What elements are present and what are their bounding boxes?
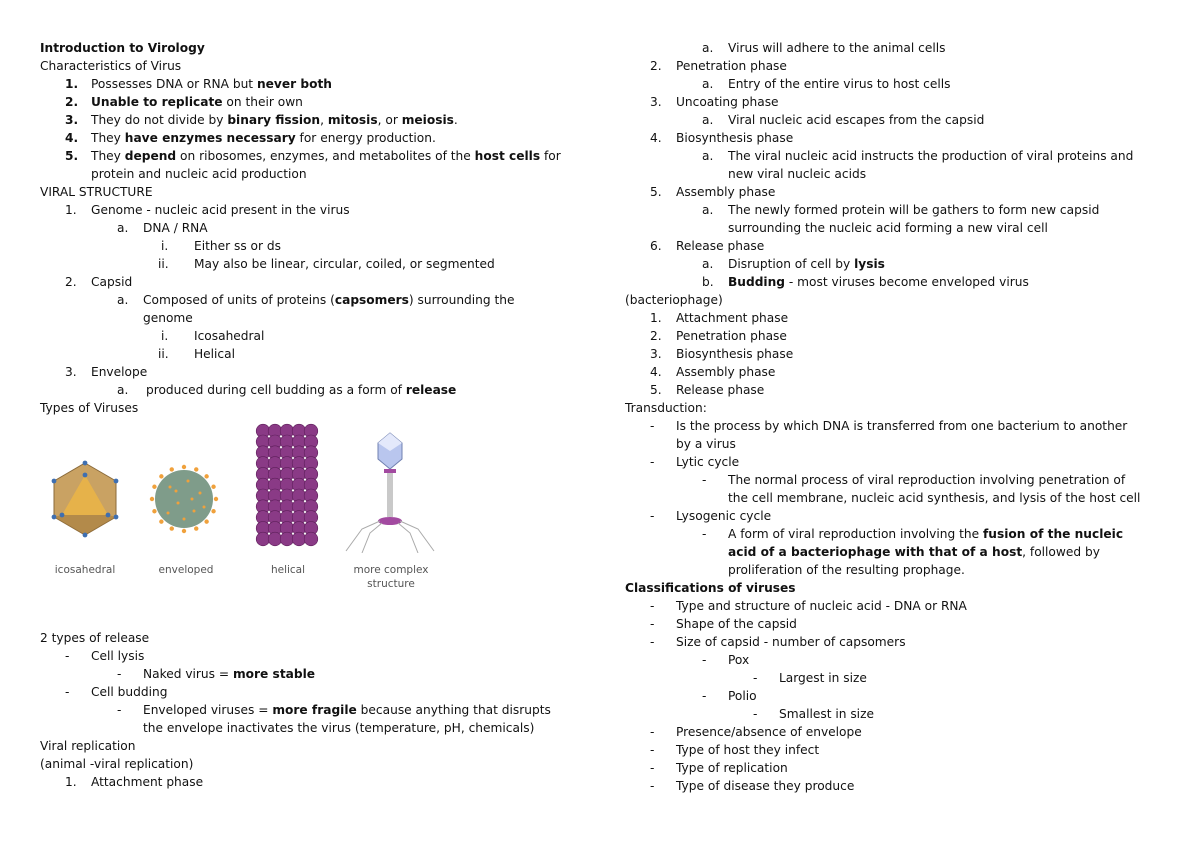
capsomer-sphere	[304, 532, 318, 546]
spike-dot	[194, 467, 198, 471]
spike-dot	[182, 529, 186, 533]
spike-dot	[211, 485, 215, 489]
list-item-cont: by a virus	[676, 437, 736, 451]
right-column	[625, 39, 1170, 795]
list-item: ii. May also be linear, circular, coiled, or segmented	[158, 257, 495, 271]
characteristic-item: 2. Unable to replicate on their own	[65, 95, 303, 109]
spike-dot	[159, 474, 163, 478]
caption-icosahedral: icosahedral	[54, 564, 116, 576]
vertex-dot	[83, 533, 88, 538]
caption-complex-line1: more complex	[353, 564, 429, 576]
vertex-dot	[106, 513, 111, 518]
spike-dot	[159, 519, 163, 523]
list-item: - Type of host they infect	[650, 743, 820, 757]
spike-dot	[204, 474, 208, 478]
vertex-dot	[83, 461, 88, 466]
list-item: i. Icosahedral	[161, 329, 265, 343]
list-item: 4. Biosynthesis phase	[650, 131, 794, 145]
vertex-dot	[114, 515, 119, 520]
list-item-cont: surrounding the nucleic acid forming a new viral cell	[728, 221, 1048, 235]
spike-dot	[152, 485, 156, 489]
virus-types-figure	[40, 423, 440, 619]
spike-dot	[214, 497, 218, 501]
capsomer-sphere	[280, 532, 294, 546]
vertex-dot	[83, 473, 88, 478]
list-item: i. Either ss or ds	[161, 239, 281, 253]
vertex-dot	[114, 479, 119, 484]
list-item: - Lysogenic cycle	[650, 509, 772, 523]
phage-phase-item: 1. Attachment phase	[650, 311, 789, 325]
helical-virus-image	[254, 423, 320, 547]
list-item: - Size of capsid - number of capsomers	[650, 635, 906, 649]
list-item-cont: proliferation of the resulting prophage.	[728, 563, 965, 577]
list-item: - Presence/absence of envelope	[650, 725, 862, 739]
surface-dot	[167, 512, 170, 515]
list-item: 1. Attachment phase	[65, 775, 204, 789]
classification-rest-list	[625, 723, 1170, 795]
spike-dot	[182, 465, 186, 469]
list-item: - Enveloped viruses = more fragile because anything that disrupts	[117, 703, 551, 717]
caption-helical: helical	[270, 564, 306, 576]
list-item: 5. Assembly phase	[650, 185, 776, 199]
spike-dot	[211, 509, 215, 513]
list-item-cont: genome	[143, 311, 193, 325]
vertex-dot	[52, 479, 57, 484]
release-heading: 2 types of release	[40, 631, 150, 645]
characteristic-item: 1. Possesses DNA or RNA but never both	[65, 77, 332, 91]
characteristics-heading: Characteristics of Virus	[40, 59, 182, 73]
characteristic-item-cont: protein and nucleic acid production	[91, 167, 307, 181]
list-item: - Is the process by which DNA is transferred from one bacterium to another	[650, 419, 1128, 433]
surface-dot	[187, 480, 190, 483]
list-item: 6. Release phase	[650, 239, 765, 253]
list-item: b. Budding - most viruses become enveloped virus	[702, 275, 1029, 289]
spike-dot	[150, 497, 154, 501]
surface-dot	[177, 502, 180, 505]
capsomer-sphere	[256, 532, 270, 546]
phage-phase-item: 4. Assembly phase	[650, 365, 776, 379]
phage-phase-item: 5. Release phase	[650, 383, 765, 397]
list-item: - Type of replication	[650, 761, 788, 775]
list-item-cont: the cell membrane, nucleic acid synthesis, and lysis of the host cell	[728, 491, 1141, 505]
list-item: a. produced during cell budding as a form of release	[117, 383, 457, 397]
phage-phase-list	[625, 309, 1170, 399]
list-item: a. The newly formed protein will be gathers to form new capsid	[702, 203, 1100, 217]
spike-dot	[152, 509, 156, 513]
list-item: - Largest in size	[753, 671, 867, 685]
list-item: - Polio	[702, 689, 757, 703]
capsomer-sphere	[268, 532, 282, 546]
list-item: 1. Genome - nucleic acid present in the virus	[65, 203, 350, 217]
enveloped-virus-image	[148, 463, 220, 535]
list-item: - Smallest in size	[753, 707, 874, 721]
surface-dot	[183, 518, 186, 521]
left-column	[40, 39, 600, 791]
list-item: - Lytic cycle	[650, 455, 740, 469]
transduction-heading: Transduction:	[625, 401, 707, 415]
list-item: ii. Helical	[158, 347, 235, 361]
surface-dot	[203, 506, 206, 509]
list-item: a. Composed of units of proteins (capsomers) surrounding the	[117, 293, 515, 307]
surface-dot	[175, 490, 178, 493]
classifications-heading: Classifications of viruses	[625, 581, 796, 595]
list-item: - A form of viral reproduction involving the fusion of the nucleic	[702, 527, 1124, 541]
list-item: 2. Capsid	[65, 275, 133, 289]
characteristic-item: 5. They depend on ribosomes, enzymes, and metabolites of the host cells for	[65, 149, 561, 163]
surface-dot	[193, 510, 196, 513]
spike-dot	[170, 526, 174, 530]
spike-dot	[194, 526, 198, 530]
vertex-dot	[60, 513, 65, 518]
list-item-cont: new viral nucleic acids	[728, 167, 867, 181]
list-item: a. Entry of the entire virus to host cells	[702, 77, 951, 91]
list-item: a. The viral nucleic acid instructs the production of viral proteins and	[702, 149, 1134, 163]
phage-phase-item: 3. Biosynthesis phase	[650, 347, 794, 361]
vertex-dot	[52, 515, 57, 520]
complex-virus-image	[340, 429, 440, 553]
list-item: a. DNA / RNA	[117, 221, 208, 235]
list-item: - Shape of the capsid	[650, 617, 797, 631]
list-item-cont: acid of a bacteriophage with that of a host, followed by	[728, 545, 1100, 559]
spike-dot	[170, 467, 174, 471]
list-item-cont: the envelope inactivates the virus (temperature, pH, chemicals)	[143, 721, 535, 735]
list-item: - Cell lysis	[65, 649, 145, 663]
bacteriophage-heading: (bacteriophage)	[625, 293, 723, 307]
list-item: - Pox	[702, 653, 750, 667]
structure-heading: VIRAL STRUCTURE	[40, 185, 153, 199]
characteristic-item: 3. They do not divide by binary fission, mitosis, or meiosis.	[65, 113, 458, 127]
types-heading: Types of Viruses	[40, 401, 139, 415]
list-item: - Naked virus = more stable	[117, 667, 316, 681]
phage-phase-item: 2. Penetration phase	[650, 329, 787, 343]
icosahedral-virus-image	[50, 459, 120, 539]
list-item: 3. Envelope	[65, 365, 148, 379]
surface-dot	[199, 492, 202, 495]
list-item: a. Virus will adhere to the animal cells	[702, 41, 946, 55]
list-item: - Type and structure of nucleic acid - DNA or RNA	[650, 599, 967, 613]
caption-complex-line2: structure	[367, 578, 415, 590]
characteristic-item: 4. They have enzymes necessary for energy production.	[65, 131, 436, 145]
list-item: - Type of disease they produce	[650, 779, 855, 793]
list-item: - The normal process of viral reproduction involving penetration of	[702, 473, 1126, 487]
list-item: a. Viral nucleic acid escapes from the capsid	[702, 113, 985, 127]
spike-dot	[204, 519, 208, 523]
surface-dot	[191, 498, 194, 501]
caption-enveloped: enveloped	[158, 564, 214, 576]
list-item: - Cell budding	[65, 685, 168, 699]
surface-dot	[169, 486, 172, 489]
animal-heading: (animal -viral replication)	[40, 757, 194, 771]
list-item: a. Disruption of cell by lysis	[702, 257, 885, 271]
replication-heading: Viral replication	[40, 739, 136, 753]
list-item: 2. Penetration phase	[650, 59, 787, 73]
list-item: 3. Uncoating phase	[650, 95, 779, 109]
doc-title: Introduction to Virology	[40, 41, 205, 55]
characteristics-list	[40, 75, 600, 183]
capsomer-sphere	[292, 532, 306, 546]
